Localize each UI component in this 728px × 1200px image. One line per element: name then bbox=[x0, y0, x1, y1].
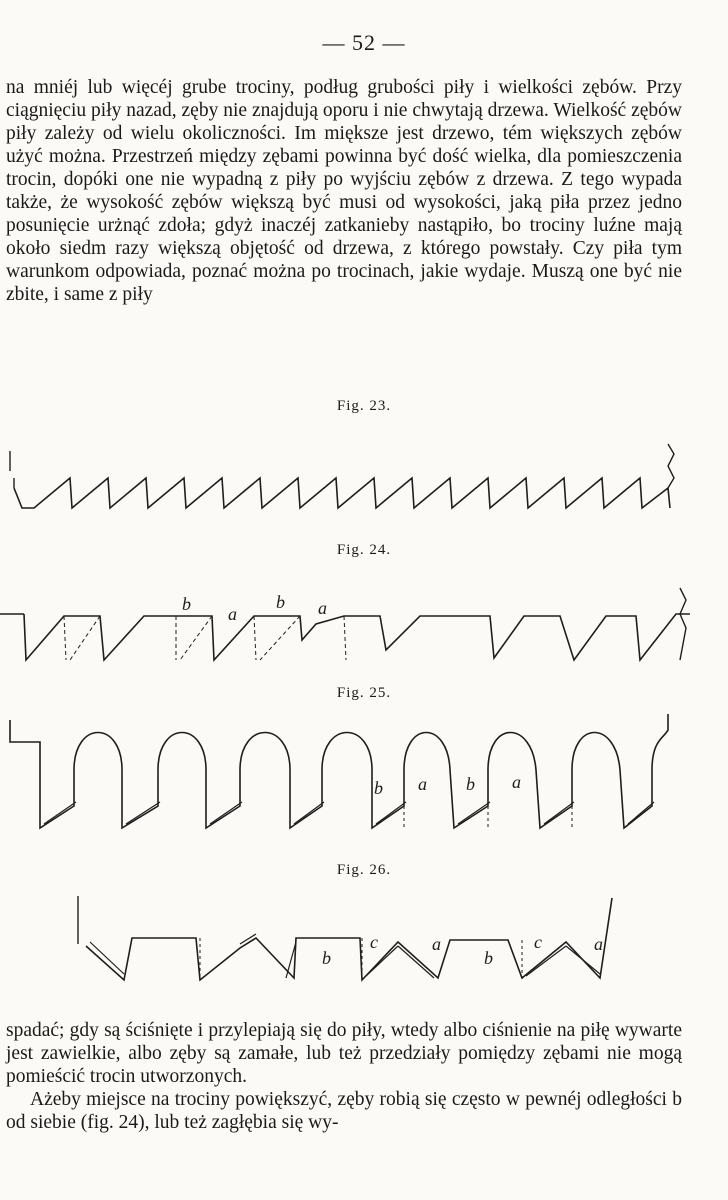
fig23-caption: Fig. 23. bbox=[336, 398, 392, 414]
fig25-svg bbox=[0, 710, 728, 850]
fig26-label-c1: c bbox=[370, 932, 378, 952]
fig26-label-b1: b bbox=[322, 948, 331, 968]
paragraph-2: spadać; gdy są ściśnięte i przylepiają się do piły, wtedy albo ciśnienie na piłę wywarte jest zawielkie, albo zęby są zamałe, lub też przedziały pomiędzy zębami nie mogą pomieścić trocin utworzonych. bbox=[6, 1020, 682, 1087]
fig26-set-lines bbox=[90, 934, 600, 978]
paragraph-1: na mniéj lub więcéj grube trociny, podług grubości piły i wielkości zębów. Przy ciągnięciu piły nazad, zęby nie znajdują oporu i nie chwytają drzewa. Wielkość zębów piły zależy od wielu okoliczności. Im miększe jest drzewo, tém większych zębów użyć można. Przestrzeń między zębami powinna być dość wielka, dla pomieszczenia trocin, dopóki one nie wypadną z piły po wyjściu zębów z drzewa. Z tego wypada także, że wysokość zębów większą być musi od wysokości, jaką piła przez jedno posunięcie urżnąć zdoła; gdyż inaczéj zatkanieby nastąpiło, bo trociny luźne mają około siedm razy większą objętość od drzewa, z którego powstały. Czy piła tym warunkom odpowiada, poznać można po trocinach, jakie wydaje. Muszą one być nie zbite, i same z piły bbox=[6, 77, 682, 305]
fig24-right-edge bbox=[680, 588, 686, 660]
paragraph-3: Ażeby miejsce na trociny powiększyć, zęby robią się często w pewnéj odległości b od siebie (fig. 24), lub też zagłębia się wy- bbox=[6, 1089, 682, 1133]
fig24-svg bbox=[0, 580, 728, 675]
fig26-label-a1: a bbox=[432, 934, 441, 954]
fig23-left-edge bbox=[10, 451, 14, 488]
fig26-saw-diagram bbox=[0, 890, 728, 1000]
fig23-right-edge bbox=[668, 444, 674, 488]
fig24-teeth bbox=[24, 614, 690, 660]
fig24-caption: Fig. 24. bbox=[336, 542, 392, 558]
fig23-saw-diagram bbox=[0, 436, 728, 516]
fig25-caption: Fig. 25. bbox=[336, 685, 392, 701]
fig24-saw-diagram bbox=[0, 580, 728, 675]
fig26-svg bbox=[0, 890, 728, 1000]
fig26-label-c2: c bbox=[534, 932, 542, 952]
page-number: — 52 — bbox=[322, 30, 406, 55]
fig25-label-a1: a bbox=[418, 774, 427, 794]
fig26-label-b2: b bbox=[484, 948, 493, 968]
fig24-label-b2: b bbox=[276, 592, 285, 612]
fig23-svg bbox=[0, 436, 728, 516]
fig24-label-b1: b bbox=[182, 594, 191, 614]
paragraph-top bbox=[6, 76, 682, 306]
fig25-saw-diagram bbox=[0, 710, 728, 850]
fig25-label-b2: b bbox=[466, 774, 475, 794]
fig25-label-b1: b bbox=[374, 778, 383, 798]
fig24-label-a2: a bbox=[318, 598, 327, 618]
fig25-label-a2: a bbox=[512, 772, 521, 792]
fig25-gullet-teeth bbox=[10, 714, 668, 828]
fig26-label-a2: a bbox=[594, 934, 603, 954]
fig26-caption: Fig. 26. bbox=[336, 862, 392, 878]
fig24-label-a1: a bbox=[228, 604, 237, 624]
fig23-teeth bbox=[14, 478, 670, 508]
paragraph-bottom bbox=[6, 1019, 682, 1134]
